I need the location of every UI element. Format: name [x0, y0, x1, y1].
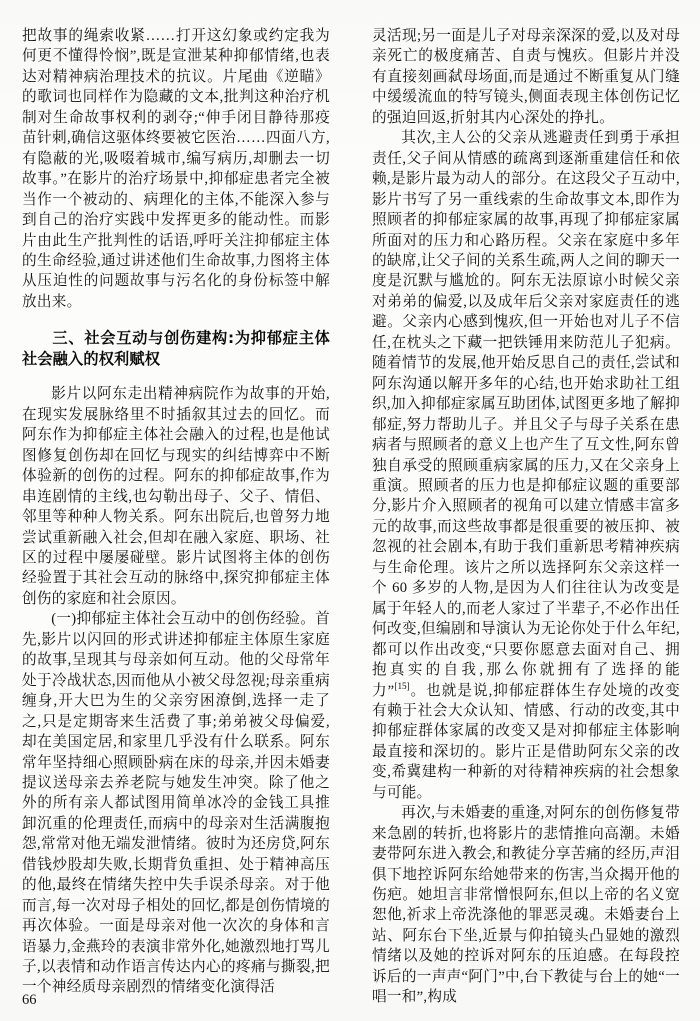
paragraph-3-2: (一)抑郁症主体社会互动中的创伤经验。首先,影片以闪回的形式讲述抑郁症主体原生家庭的故事,呈现其与母亲如何互动。他的父母常年处于冷战状态,因而他从小被父母忽视;母亲重病缠身,开大巴为生的父亲穷困潦倒,选择一走了之,只是定期寄来生活费了事;弟弟被父母偏爱,却在美国定居,和家里几乎没有什么联系。阿东常年坚持细心照顾卧病在床的母亲,并因未婚妻提议送母亲去养老院与她发生冲突。除了他之外的所有亲人都试图用简单冰冷的金钱工具推卸沉重的伦理责任,而病中的母亲对生活满腹抱怨,常常对他无端发泄情绪。彼时为还房贷,阿东借钱炒股却失败,长期背负重担、处于精神高压的他,最终在情绪失控中失手误杀母亲。对于他而言,每一次对母子相处的回忆,都是创伤情境的再次体验。一面是母亲对他一次次的身体和言语暴力,金燕玲的表演非常外化,她激烈地打骂儿子,以表情和动作语言传达内心的疼痛与撕裂,把一个神经质母亲剧烈的情绪变化演得活 [22, 611, 330, 996]
citation-marker-15: [15] [394, 680, 410, 691]
paragraph-3-1: 影片以阿东走出精神病院作为故事的开始,在现实发展脉络里不时插叙其过去的回忆。而阿东作为抑郁症主体社会融入的过程,也是他试图修复创伤却在回忆与现实的纠结博弈中不断体验新的创伤的过程。阿东的抑郁症故事,作为串连剧情的主线,也勾勒出母子、父子、情侣、邻里等种种人物关系。阿东出院后,也曾努力地尝试重新融入社会,但却在融入家庭、职场、社区的过程中屡屡碰壁。影片试图将主体的创伤经验置于其社会互动的脉络中,探究抑郁症主体创伤的家庭和社会原因。 [22, 386, 330, 607]
left-column [22, 26, 330, 998]
paragraph-3-3-text: 其次,主人公的父亲从逃避责任到勇于承担责任,父子间从情感的疏离到逐渐重建信任和依赖,是影片最为动人的部分。在这段父子互动中,影片书写了另一重线索的生命故事文本,即作为照顾者的抑郁症家属的故事,再现了抑郁症家属所面对的压力和心路历程。父亲在家庭中多年的缺席,让父子间的关系生疏,两人之间的聊天一度是沉默与尴尬的。阿东无法原谅小时候父亲对弟弟的偏爱,以及成年后父亲对家庭责任的逃避。父亲内心感到愧疚,但一开始也对儿子不信任,在枕头之下藏一把铁锤用来防范儿子犯病。随着情节的发展,他开始反思自己的责任,尝试和阿东沟通以解开多年的心结,也开始求助社工组织,加入抑郁症家属互助团体,试图更多地了解抑郁症,努力帮助儿子。并且父子与母子关系在患病者与照顾者的意义上也产生了互文性,阿东曾独自承受的照顾重病家属的压力,又在父亲身上重演。照顾者的压力也是抑郁症议题的重要部分,影片介入照顾者的视角可以建立情感丰富多元的故事,而这些故事都是很重要的被压抑、被忽视的社会剧本,有助于我们重新思考精神疾病与生命伦理。该片之所以选择阿东父亲这样一个 60 多岁的人物,是因为人们往往认为改变是属于年轻人的,而老人家过了半辈子,不必作出任何改变,但编剧和导演认为无论你处于什么年纪,都可以作出改变,“只要你愿意去面对自己、拥抱真实的自我,那么你就拥有了选择的能力” [372, 130, 680, 699]
paragraph-3-3 [372, 128, 680, 803]
section-heading-3: 三、社会互动与创伤建构:为抑郁症主体社会融入的权利赋权 [22, 329, 330, 369]
paragraph-3-4: 再次,与未婚妻的重逢,对阿东的创伤修复带来急剧的转折,也将影片的悲情推向高潮。未婚妻带阿东进入教会,和教徒分享苦痛的经历,声泪俱下地控诉阿东给她带来的伤害,当众揭开他的伤疤。她坦言非常憎恨阿东,但以上帝的名义宽恕他,祈求上帝洗涤他的罪恶灵魂。未婚妻台上站、阿东台下坐,近景与仰拍镜头凸显她的激烈情绪以及她的控诉对阿东的压迫感。在每段控诉后的一声声“阿门”中,台下教徒与台上的她“一唱一和”,构成 [372, 805, 680, 1006]
paragraph-continued-top-right: 灵活现;另一面是儿子对母亲深深的爱,以及对母亲死亡的极度痛苦、自责与愧疚。但影片并没有直接刻画弑母场面,而是通过不断重复从门缝中缓缓流血的特写镜头,侧面表现主体创伤记忆的强迫回返,折射其内心深处的挣扎。 [372, 28, 680, 126]
page-number: 66 [22, 991, 37, 1008]
paragraph-3-3-text-after-citation: 。也就是说,抑郁症群体生存处境的改变有赖于社会大众认知、情感、行动的改变,其中抑郁症群体家属的改变又是对抑郁症主体影响最直接和深切的。影片正是借助阿东父亲的改变,希冀建构一种新的对待精神疾病的社会想象与可能。 [372, 682, 681, 801]
right-column [372, 26, 680, 1008]
paragraph-continued-top-left: 把故事的绳索收紧……打开这幻象或约定我为何更不懂得怜悯”,既是宣泄某种抑郁情绪,也表达对精神病治理技术的抗议。片尾曲《逆瞄》的歌词也同样作为隐藏的文本,批判这种治疗机制对生命故事权利的剥夺;“伸手闭目静待那疫苗针刺,确信这驱体终要被它医治……四面八方,有隐蔽的光,吸啜着城市,编写病历,却删去一切故事。”在影片的治疗场景中,抑郁症患者完全被当作一个被动的、病理化的主体,不能深入参与到自己的治疗实践中发挥更多的能动性。而影片由此生产批判性的话语,呼吁关注抑郁症主体的生命经验,通过讲述他们生命故事,力图将主体从压迫性的问题故事与污名化的身份标签中解放出来。 [22, 28, 330, 310]
